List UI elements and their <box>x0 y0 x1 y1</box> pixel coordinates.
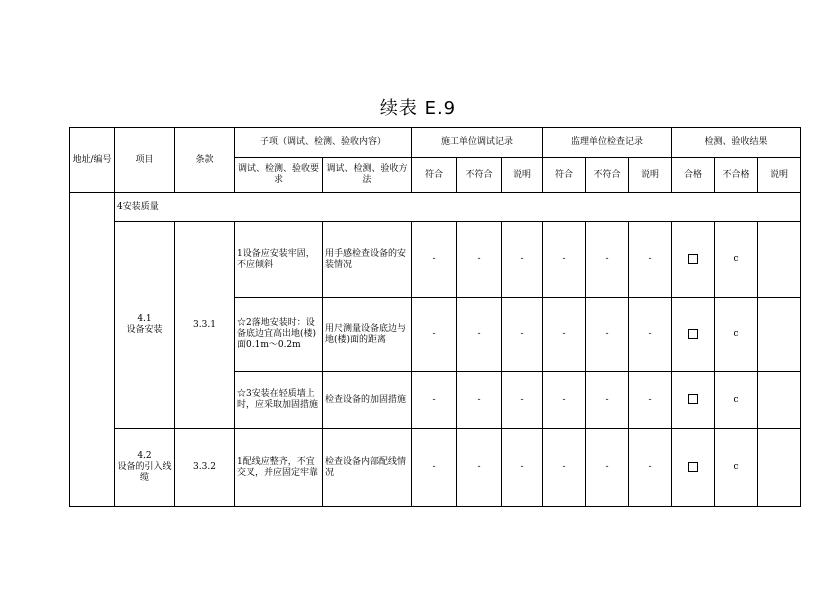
requirement-cell: 1设备应安装牢固，不应倾斜 <box>235 222 323 298</box>
clause-cell: 3.3.1 <box>175 222 235 429</box>
unqualified-cell: c <box>715 298 758 372</box>
record-cell: - <box>457 298 502 372</box>
result-remark-cell <box>758 429 801 507</box>
qualified-cell <box>672 222 715 298</box>
record-cell: - <box>502 222 543 298</box>
header-sub-item-group: 子项（调试、检测、验收内容） <box>235 128 412 158</box>
page-title: 续表 E.9 <box>379 98 457 119</box>
table-row <box>70 222 801 298</box>
record-cell: - <box>629 298 672 372</box>
record-cell: - <box>543 372 586 429</box>
header-supervision-nonconform: 不符合 <box>586 158 629 193</box>
record-cell: - <box>457 372 502 429</box>
header-sub-method: 调试、检测、验收方法 <box>323 158 412 193</box>
qualified-cell <box>672 372 715 429</box>
project-cell: 4.2 设备的引入线缆 <box>115 429 175 507</box>
header-supervision-group: 监理单位检查记录 <box>543 128 672 158</box>
record-cell: - <box>457 222 502 298</box>
header-supervision-remark: 说明 <box>629 158 672 193</box>
unqualified-cell: c <box>715 372 758 429</box>
record-cell: - <box>502 429 543 507</box>
header-clause: 条款 <box>175 128 235 193</box>
record-cell: - <box>586 222 629 298</box>
requirement-cell: ☆2落地安装时：设备底边宜高出地(楼)面0.1m～0.2m <box>235 298 323 372</box>
header-construction-conform: 符合 <box>412 158 457 193</box>
record-cell: - <box>586 298 629 372</box>
method-cell: 用尺测量设备底边与地(楼)面的距离 <box>323 298 412 372</box>
record-cell: - <box>629 429 672 507</box>
qualified-checkbox[interactable] <box>688 394 698 404</box>
header-result-group: 检测、验收结果 <box>672 128 801 158</box>
method-cell: 检查设备内部配线情况 <box>323 429 412 507</box>
requirement-cell: 1配线应整齐，不宜交叉，并应固定牢靠 <box>235 429 323 507</box>
result-remark-cell <box>758 298 801 372</box>
record-cell: - <box>412 222 457 298</box>
header-construction-group: 施工单位调试记录 <box>412 128 543 158</box>
result-remark-cell <box>758 372 801 429</box>
qualified-checkbox[interactable] <box>688 329 698 339</box>
requirement-cell: ☆3安装在轻质墙上时，应采取加固措施 <box>235 372 323 429</box>
table-row <box>70 429 801 507</box>
method-cell: 检查设备的加固措施 <box>323 372 412 429</box>
header-result-remark: 说明 <box>758 158 801 193</box>
method-cell: 用手感检查设备的安装情况 <box>323 222 412 298</box>
record-cell: - <box>502 298 543 372</box>
qualified-checkbox[interactable] <box>688 462 698 472</box>
record-cell: - <box>629 222 672 298</box>
record-cell: - <box>543 298 586 372</box>
record-cell: - <box>629 372 672 429</box>
record-cell: - <box>412 298 457 372</box>
qualified-cell <box>672 298 715 372</box>
record-cell: - <box>586 429 629 507</box>
inspection-table <box>69 127 801 507</box>
clause-cell: 3.3.2 <box>175 429 235 507</box>
header-result-qualified: 合格 <box>672 158 715 193</box>
header-project: 项目 <box>115 128 175 193</box>
qualified-cell <box>672 429 715 507</box>
project-cell: 4.1 设备安装 <box>115 222 175 429</box>
record-cell: - <box>502 372 543 429</box>
header-result-unqualified: 不合格 <box>715 158 758 193</box>
record-cell: - <box>412 429 457 507</box>
header-construction-nonconform: 不符合 <box>457 158 502 193</box>
unqualified-cell: c <box>715 429 758 507</box>
address-no-cell <box>70 193 115 507</box>
record-cell: - <box>543 429 586 507</box>
section-label: 4安装质量 <box>115 193 801 222</box>
header-supervision-conform: 符合 <box>543 158 586 193</box>
result-remark-cell <box>758 222 801 298</box>
qualified-checkbox[interactable] <box>688 254 698 264</box>
header-address-no: 地址/编号 <box>70 128 115 193</box>
header-construction-remark: 说明 <box>502 158 543 193</box>
unqualified-cell: c <box>715 222 758 298</box>
record-cell: - <box>457 429 502 507</box>
record-cell: - <box>543 222 586 298</box>
header-sub-requirement: 调试、检测、验收要求 <box>235 158 323 193</box>
record-cell: - <box>412 372 457 429</box>
record-cell: - <box>586 372 629 429</box>
